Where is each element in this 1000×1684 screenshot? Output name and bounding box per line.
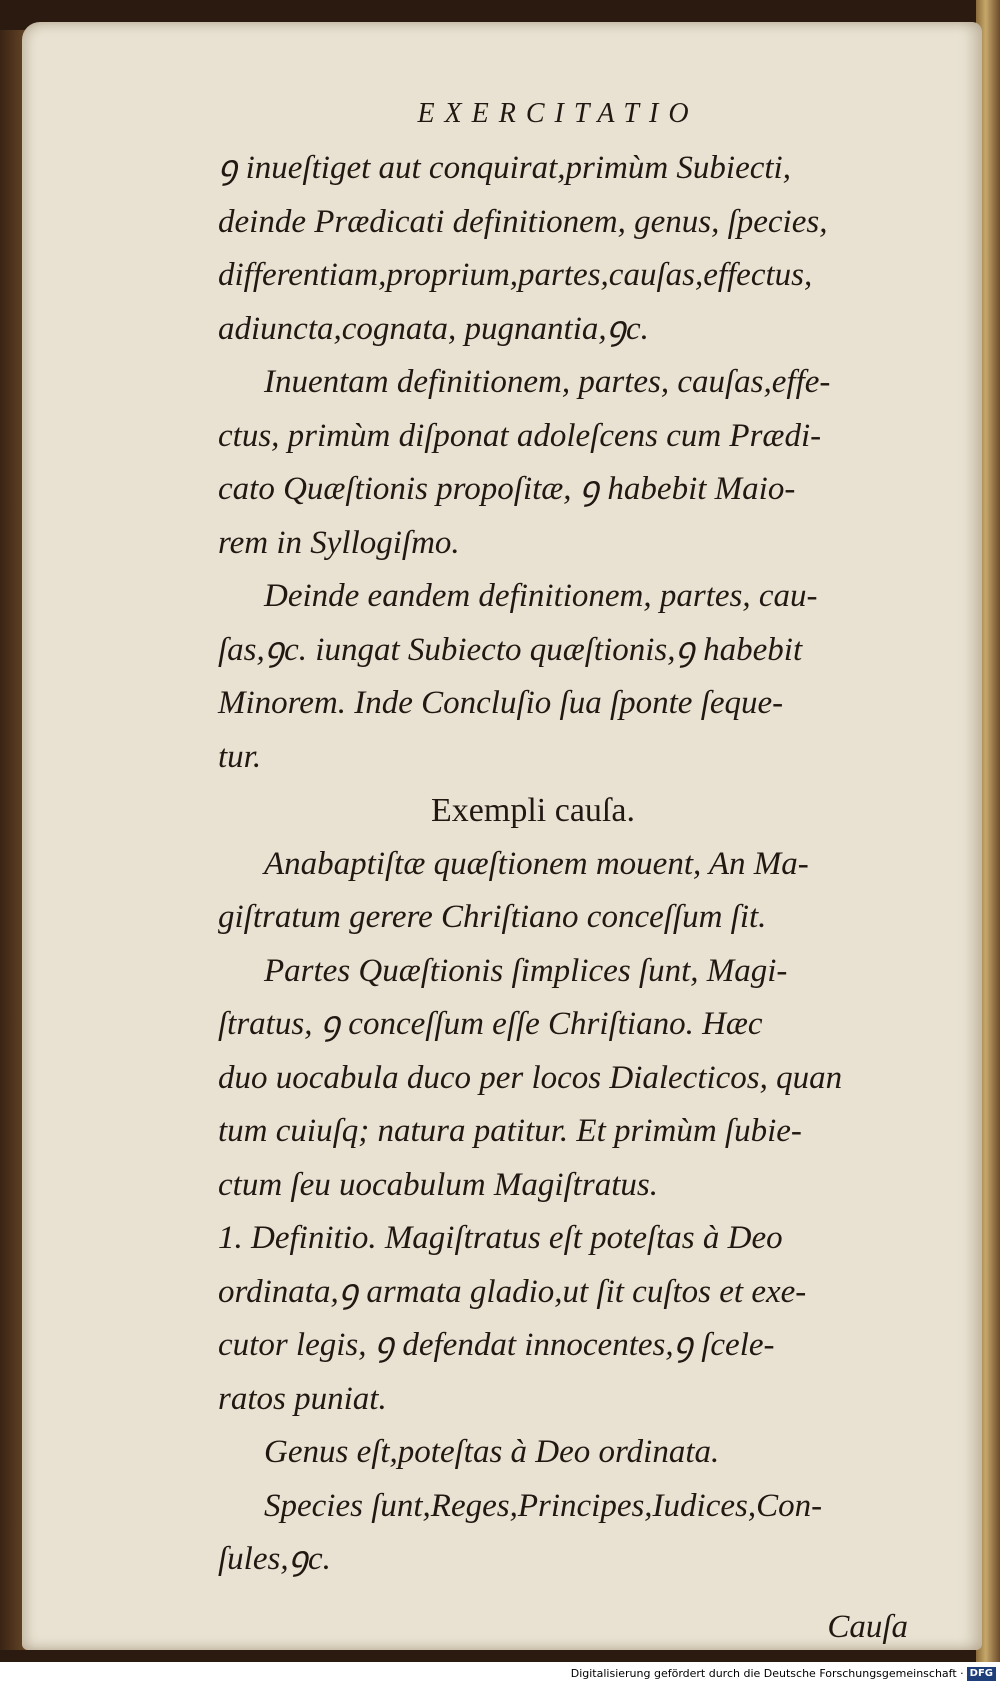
text-line: ſtratus, ꝯ conceſſum eſſe Chriſtiano. Hæc (218, 1006, 763, 1042)
credit-text: Digitalisierung gefördert durch die Deutsche Forschungsgemeinschaft · (570, 1667, 964, 1680)
text-line: giſtratum gerere Chriſtiano conceſſum ſit. (218, 899, 767, 935)
text-line: Deinde eandem definitionem, partes, cau- (264, 578, 818, 614)
text-line: Anabaptiſtæ quæſtionem mouent, An Ma- (264, 845, 809, 882)
text-line: Partes Quæſtionis ſimplices ſunt, Magi- (264, 952, 788, 989)
text-line: adiuncta,cognata, pugnantia,ꝯc. (218, 310, 649, 347)
text-line: Species ſunt,Reges,Principes,Iudices,Con- (264, 1487, 823, 1524)
section-heading: Exempli cauſa. (431, 792, 635, 829)
text-line: ctum ſeu uocabulum Magiſtratus. (218, 1166, 658, 1203)
running-head: EXERCITATIO (417, 98, 699, 129)
page-text-block (218, 100, 918, 1654)
dfg-logo: DFG (967, 1667, 996, 1681)
digitization-credit (571, 1664, 996, 1684)
text-line: tur. (218, 738, 262, 775)
text-line: duo uocabula duco per locos Dialecticos, quan (218, 1059, 843, 1096)
text-line: tum cuiuſq; natura patitur. Et primùm ſubie- (218, 1113, 802, 1149)
text-line: ratos puniat. (218, 1380, 387, 1417)
text-line: deinde Prædicati definitionem, genus, ſpecies, (218, 203, 828, 240)
text-line: differentiam,proprium,partes,cauſas,effectus, (218, 257, 813, 293)
text-line: ꝯ inueſtiget aut conquirat,primùm Subiecti, (218, 150, 791, 186)
text-line: Genus eſt,poteſtas à Deo ordinata. (264, 1434, 720, 1470)
text-line: cutor legis, ꝯ defendat innocentes,ꝯ ſcele- (218, 1327, 775, 1363)
text-line: Minorem. Inde Concluſio ſua ſponte ſeque- (218, 685, 784, 721)
text-line: Inuentam definitionem, partes, cauſas,effe- (264, 364, 831, 400)
text-line: ordinata,ꝯ armata gladio,ut ſit cuſtos et exe- (218, 1273, 807, 1310)
text-line: ctus, primùm diſponat adoleſcens cum Prædi- (218, 417, 822, 454)
text-line: cato Quæſtionis propoſitæ, ꝯ habebit Maio- (218, 471, 796, 507)
text-line: 1. Definitio. Magiſtratus eſt poteſtas à Deo (218, 1220, 783, 1256)
text-line: ſules,ꝯc. (218, 1541, 331, 1577)
text-line: rem in Syllogiſmo. (218, 524, 460, 561)
catchword: Cauſa (827, 1608, 908, 1645)
text-line: ſas,ꝯc. iungat Subiecto quæſtionis,ꝯ habebit (218, 631, 803, 668)
